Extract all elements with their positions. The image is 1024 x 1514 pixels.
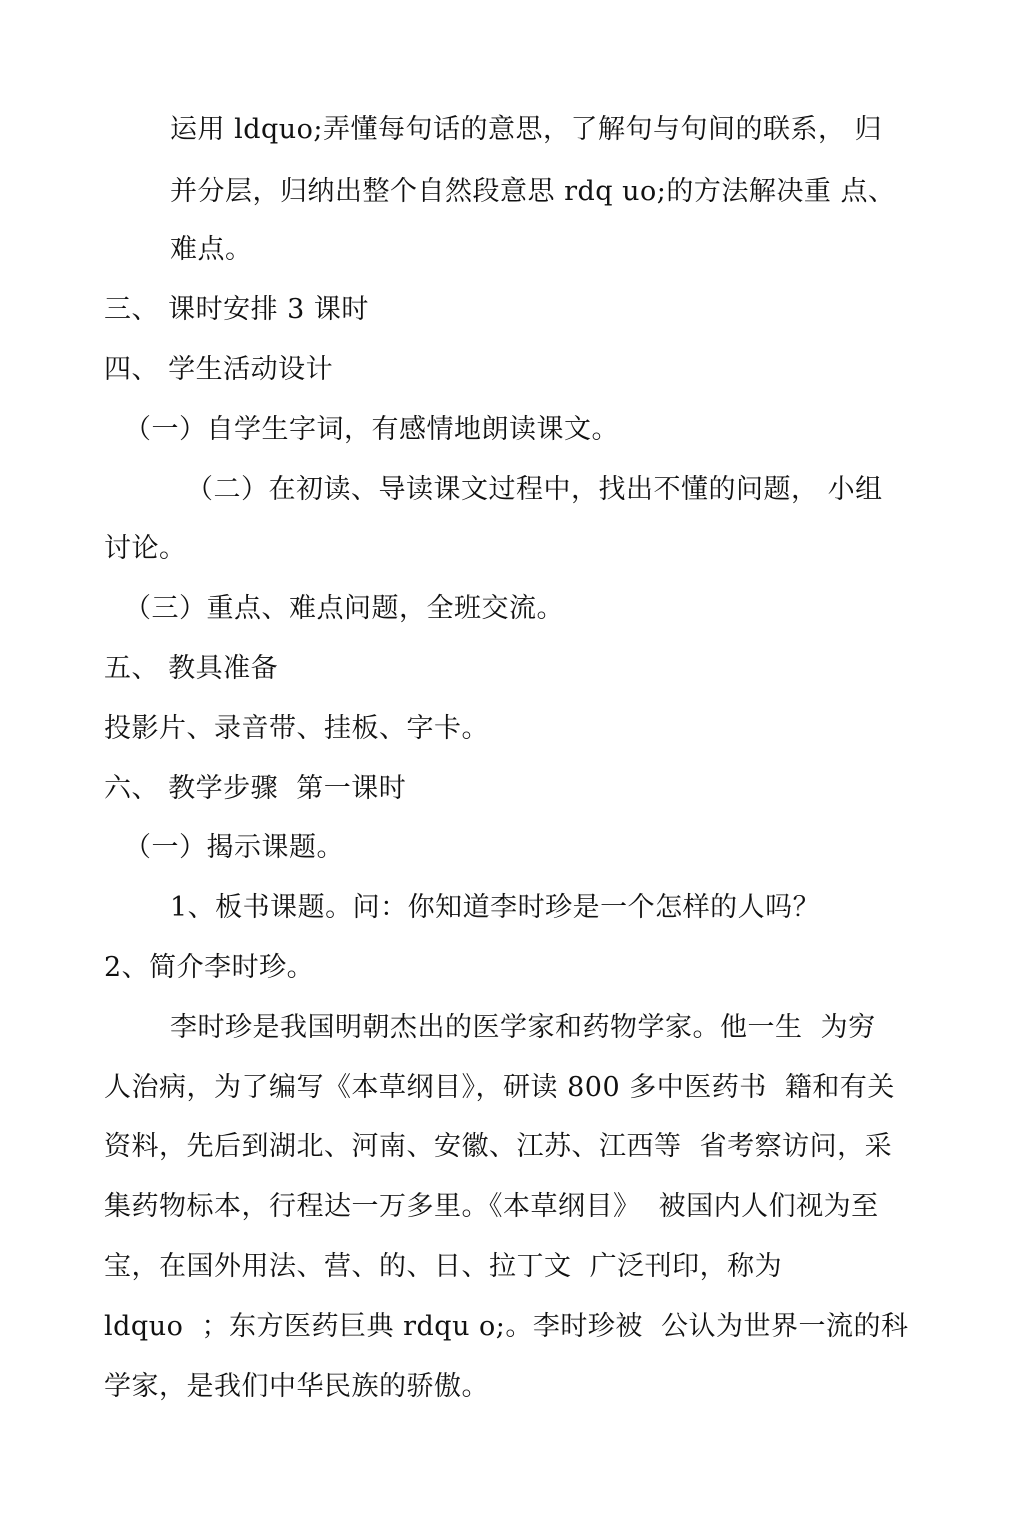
section-heading: 五、 教具准备 [104, 653, 279, 684]
paragraph-line: 资料，先后到湖北、河南、安徽、江苏、江西等 省考察访问，采 [104, 1131, 893, 1162]
paragraph-line: 并分层，归纳出整个自然段意思 rdq uo;的方法解决重 点、 [170, 176, 896, 207]
paragraph-line: 投影片、录音带、挂板、字卡。 [104, 713, 489, 744]
list-item: 1、板书课题。问：你知道李时珍是一个怎样的人吗？ [170, 892, 821, 923]
paragraph-line: 学家，是我们中华民族的骄傲。 [104, 1371, 489, 1402]
paragraph-line: 人治病，为了编写《本草纲目》，研读 800 多中医药书 籍和有关 [104, 1072, 895, 1103]
paragraph-line: 李时珍是我国明朝杰出的医学家和药物学家。他一生 为穷 [170, 1012, 876, 1043]
list-item: （三）重点、难点问题，全班交流。 [124, 593, 564, 624]
section-heading: 六、 教学步骤 第一课时 [104, 773, 407, 804]
list-item: （一）自学生字词，有感情地朗读课文。 [124, 414, 619, 445]
section-heading: 四、 学生活动设计 [104, 354, 334, 385]
paragraph-line: 难点。 [170, 234, 253, 265]
paragraph-line: 集药物标本，行程达一万多里。《本草纲目》 被国内人们视为至 [104, 1191, 879, 1222]
section-heading: 三、 课时安排 3 课时 [104, 294, 369, 325]
list-item: （二）在初读、导读课文过程中，找出不懂的问题， 小组 [186, 474, 883, 505]
list-item: （一）揭示课题。 [124, 832, 344, 863]
paragraph-line: 运用 ldquo;弄懂每句话的意思，了解句与句间的联系， 归 [170, 114, 883, 145]
paragraph-line: 讨论。 [104, 533, 187, 564]
paragraph-line: ldquo ；东方医药巨典 rdqu o;。李时珍被 公认为世界一流的科 [104, 1311, 909, 1342]
paragraph-line: 宝，在国外用法、营、的、日、拉丁文 广泛刊印，称为 [104, 1251, 783, 1282]
list-item: 2、简介李时珍。 [104, 952, 315, 983]
